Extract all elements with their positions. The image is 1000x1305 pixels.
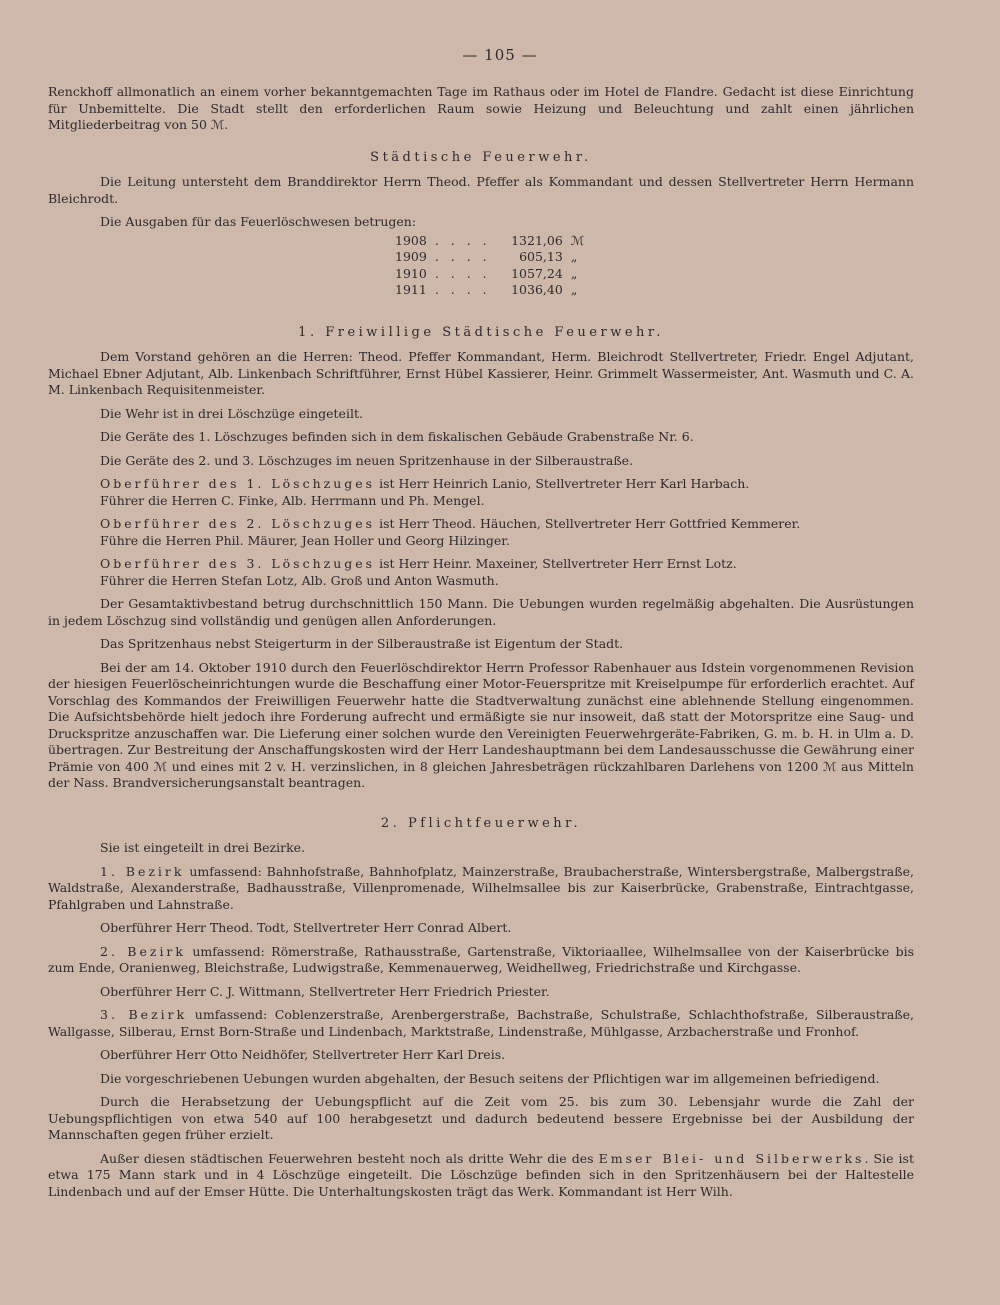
expense-amount: 1321,06 [511,232,563,248]
page-number: — 105 — [462,46,538,64]
paragraph: Die Ausgaben für das Feuerlöschwesen betrugen: [100,214,417,229]
spaced-label: Oberführer des 2. Löschzuges [100,516,376,531]
spaced-label: Oberführer des 3. Löschzuges [100,556,376,571]
paragraph: Die Wehr ist in drei Löschzüge eingeteilt. [100,405,363,421]
paragraph: Dem Vorstand gehören an die Herren: Theod. Pfeffer Kommandant, Herm. Bleichrodt Stellvertreter, Friedr. Engel Adjutant, Michael Ebner Adjutant, Alb. Linkenbach Schriftführer, Ernst Hübel Kassierer, Heinr. Grimmelt Wassermeister, Ant. Wasmuth und C. A. M. Linkenbach Requisitenmeister. [48,349,914,397]
paragraph: Die Leitung untersteht dem Branddirektor Herrn Theod. Pfeffer als Kommandant und dessen Stellvertreter Herrn Hermann Bleichrodt. [48,174,914,206]
paragraph: Das Spritzenhaus nebst Steigerturm in der Silberaustraße ist Eigentum der Stadt. [100,636,624,651]
paragraph: Oberführer Herr C. J. Wittmann, Stellvertreter Herr Friedrich Priester. [100,983,550,999]
expense-year: 1910 [395,265,427,281]
paragraph [48,1007,914,1040]
paragraph: Führer die Herren Stefan Lotz, Alb. Groß und Anton Wasmuth. [100,572,499,588]
paragraph [48,944,914,977]
section-heading-compulsory-fire-department: 2. Pflichtfeuerwehr. [380,815,582,831]
paragraph: Durch die Herabsetzung der Uebungspflicht auf die Zeit vom 25. bis zum 30. Lebensjahr wurde die Zahl der Uebungspflichtigen von etwa 540 auf 100 herabgesetzt und dadurch bedeutend bessere Ergebnisse bei der Ausbildung der Mannschaften gegen früher erzielt. [48,1094,914,1142]
paragraph: Führe die Herren Phil. Mäurer, Jean Holler und Georg Hilzinger. [100,532,510,548]
paragraph: Die vorgeschriebenen Uebungen wurden abgehalten, der Besuch seitens der Pflichtigen war im allgemeinen befriedigend. [100,1070,880,1086]
spaced-label: Emser Blei- und Silberwerks [598,1150,865,1166]
section-heading-volunteer-fire-department: 1. Freiwillige Städtische Feuerwehr. [298,324,664,340]
expense-year: 1908 [395,232,427,248]
expense-unit: ℳ [570,232,585,248]
paragraph-text: ist Herr Heinr. Maxeiner, Stellvertreter Herr Ernst Lotz. [375,556,737,571]
expense-unit: „ [570,282,578,297]
intro-paragraph: Renckhoff allmonatlich an einem vorher bekanntgemachten Tage im Rathaus oder im Hotel de Flandre. Gedacht ist diese Einrichtung für Unbemittelte. Die Stadt stellt den erforderlichen Raum sowie Heizung und Beleuchtung und zahlt einen jährlichen Mitgliederbeitrag von 50 ℳ. [48,84,914,132]
paragraph-text: Außer diesen städtischen Feuerwehren besteht noch als dritte Wehr die des [100,1150,599,1166]
expense-dots: . . . . [434,265,491,281]
paragraph-text: umfassend: Römerstraße, Rathausstraße, Gartenstraße, Viktoriaallee, Wilhelmsallee von der Kaiserbrücke bis zum Ende, Oranienweg, Bleichstraße, Ludwigstraße, Kemmenauerweg, Weidhellweg, Friedrichstraße und Kirchgasse. [48,943,915,975]
spaced-label: 3. Bezirk [100,1007,188,1022]
expense-amount: 1057,24 [511,265,563,281]
paragraph: Die Geräte des 2. und 3. Löschzuges im neuen Spritzenhause in der Silberaustraße. [100,452,634,468]
expense-dots: . . . . [434,282,491,297]
expense-row [391,266,588,283]
expense-dots: . . . . [434,249,491,264]
expense-row [391,233,588,250]
paragraph: Der Gesamtaktivbestand betrug durchschnittlich 150 Mann. Die Uebungen wurden regelmäßig abgehalten. Die Ausrüstungen in jedem Löschzug sind vollständig und genügen allen Anforderungen. [48,596,914,628]
paragraph-text: umfassend: Bahnhofstraße, Bahnhofplatz, Mainzerstraße, Braubacherstraße, Wintersbergstraße, Malbergstraße, Waldstraße, Alexanderstraße, Badhausstraße, Villenpromenade, Wilhelmsallee bis zur Kaiserbrücke, Grabenstraße, Eintrachtgasse, Pfahlgraben und Lahnstraße. [48,863,914,912]
expense-row [391,249,588,266]
paragraph: Die Geräte des 1. Löschzuges befinden sich in dem fiskalischen Gebäude Grabenstraße Nr. 6. [100,429,694,444]
page-body [48,84,914,1207]
paragraph-text: ist Herr Heinrich Lanio, Stellvertreter Herr Karl Harbach. [375,476,750,491]
paragraph [48,864,914,914]
expense-year: 1909 [395,249,427,264]
expense-year: 1911 [395,282,427,297]
expense-dots: . . . . [434,232,491,248]
section-heading-fire-department: Städtische Feuerwehr. [370,149,592,165]
paragraph [48,476,914,493]
spaced-label: Oberführer des 1. Löschzuges [100,476,376,491]
paragraph: Oberführer Herr Otto Neidhöfer, Stellvertreter Herr Karl Dreis. [100,1047,506,1062]
paragraph: Oberführer Herr Theod. Todt, Stellvertreter Herr Conrad Albert. [100,920,512,935]
expenses-table [391,233,588,299]
spaced-label: 2. Bezirk [100,943,186,959]
paragraph [48,516,914,533]
expense-amount: 605,13 [519,249,563,264]
paragraph-text: ist Herr Theod. Häuchen, Stellvertreter Herr Gottfried Kemmerer. [375,516,801,531]
paragraph [48,556,914,573]
expense-unit: „ [570,249,578,264]
expense-amount: 1036,40 [511,282,563,297]
paragraph: Bei der am 14. Oktober 1910 durch den Feuerlöschdirektor Herrn Professor Rabenhauer aus Idstein vorgenommenen Revision der hiesigen Feuerlöscheinrichtungen wurde die Beschaffung einer Motor-Feuerspritze mit Kreiselpumpe für erforderlich erachtet. Auf Vorschlag des Kommandos der Freiwilligen Feuerwehr hatte die Stadtverwaltung zunächst eine ablehnende Stellung eingenommen. Die Aufsichtsbehörde hielt jedoch ihre Forderung aufrecht und ermäßigte sie nur insoweit, daß statt der Motorspritze eine Saug- und Druckspritze anzuschaffen war. Die Lieferung einer solchen wurde den Vereinigten Feuerwehrgeräte-Fabriken, G. m. b. H. in Ulm a. D. übertragen. Zur Bestreitung der Anschaffungskosten wird der Herr Landeshauptmann bei dem Landesausschusse die Gewährung einer Prämie von 400 ℳ und eines mit 2 v. H. verzinslichen, in 8 gleichen Jahresbeträgen rückzahlbaren Darlehens von 1200 ℳ aus Mitteln der Nass. Brandversicherungsanstalt beantragen. [48,659,914,790]
spaced-label: 1. Bezirk [100,863,185,879]
paragraph: Sie ist eingeteilt in drei Bezirke. [100,840,306,855]
paragraph: Führer die Herren C. Finke, Alb. Herrmann und Ph. Mengel. [100,492,485,508]
paragraph-text: umfassend: Coblenzerstraße, Arenbergerstraße, Bachstraße, Schulstraße, Schlachthofstraße, Silberaustraße, Wallgasse, Silberau, Ernst Born-Straße und Lindenbach, Marktstraße, Lindenstraße, Mühlgasse, Arzbacherstraße und Fronhof. [48,1007,914,1039]
paragraph [48,1151,914,1201]
paragraph-text: . Sie ist etwa 175 Mann stark und in 4 Löschzüge eingeteilt. Die Löschzüge befinden sich in den Spritzenhäusern bei der Haltestelle Lindenbach und auf der Emser Hütte. Die Unterhaltungskosten trägt das Werk. Kommandant ist Herr Wilh. [48,1150,914,1199]
expense-row [391,282,588,299]
expense-unit: „ [570,265,578,281]
